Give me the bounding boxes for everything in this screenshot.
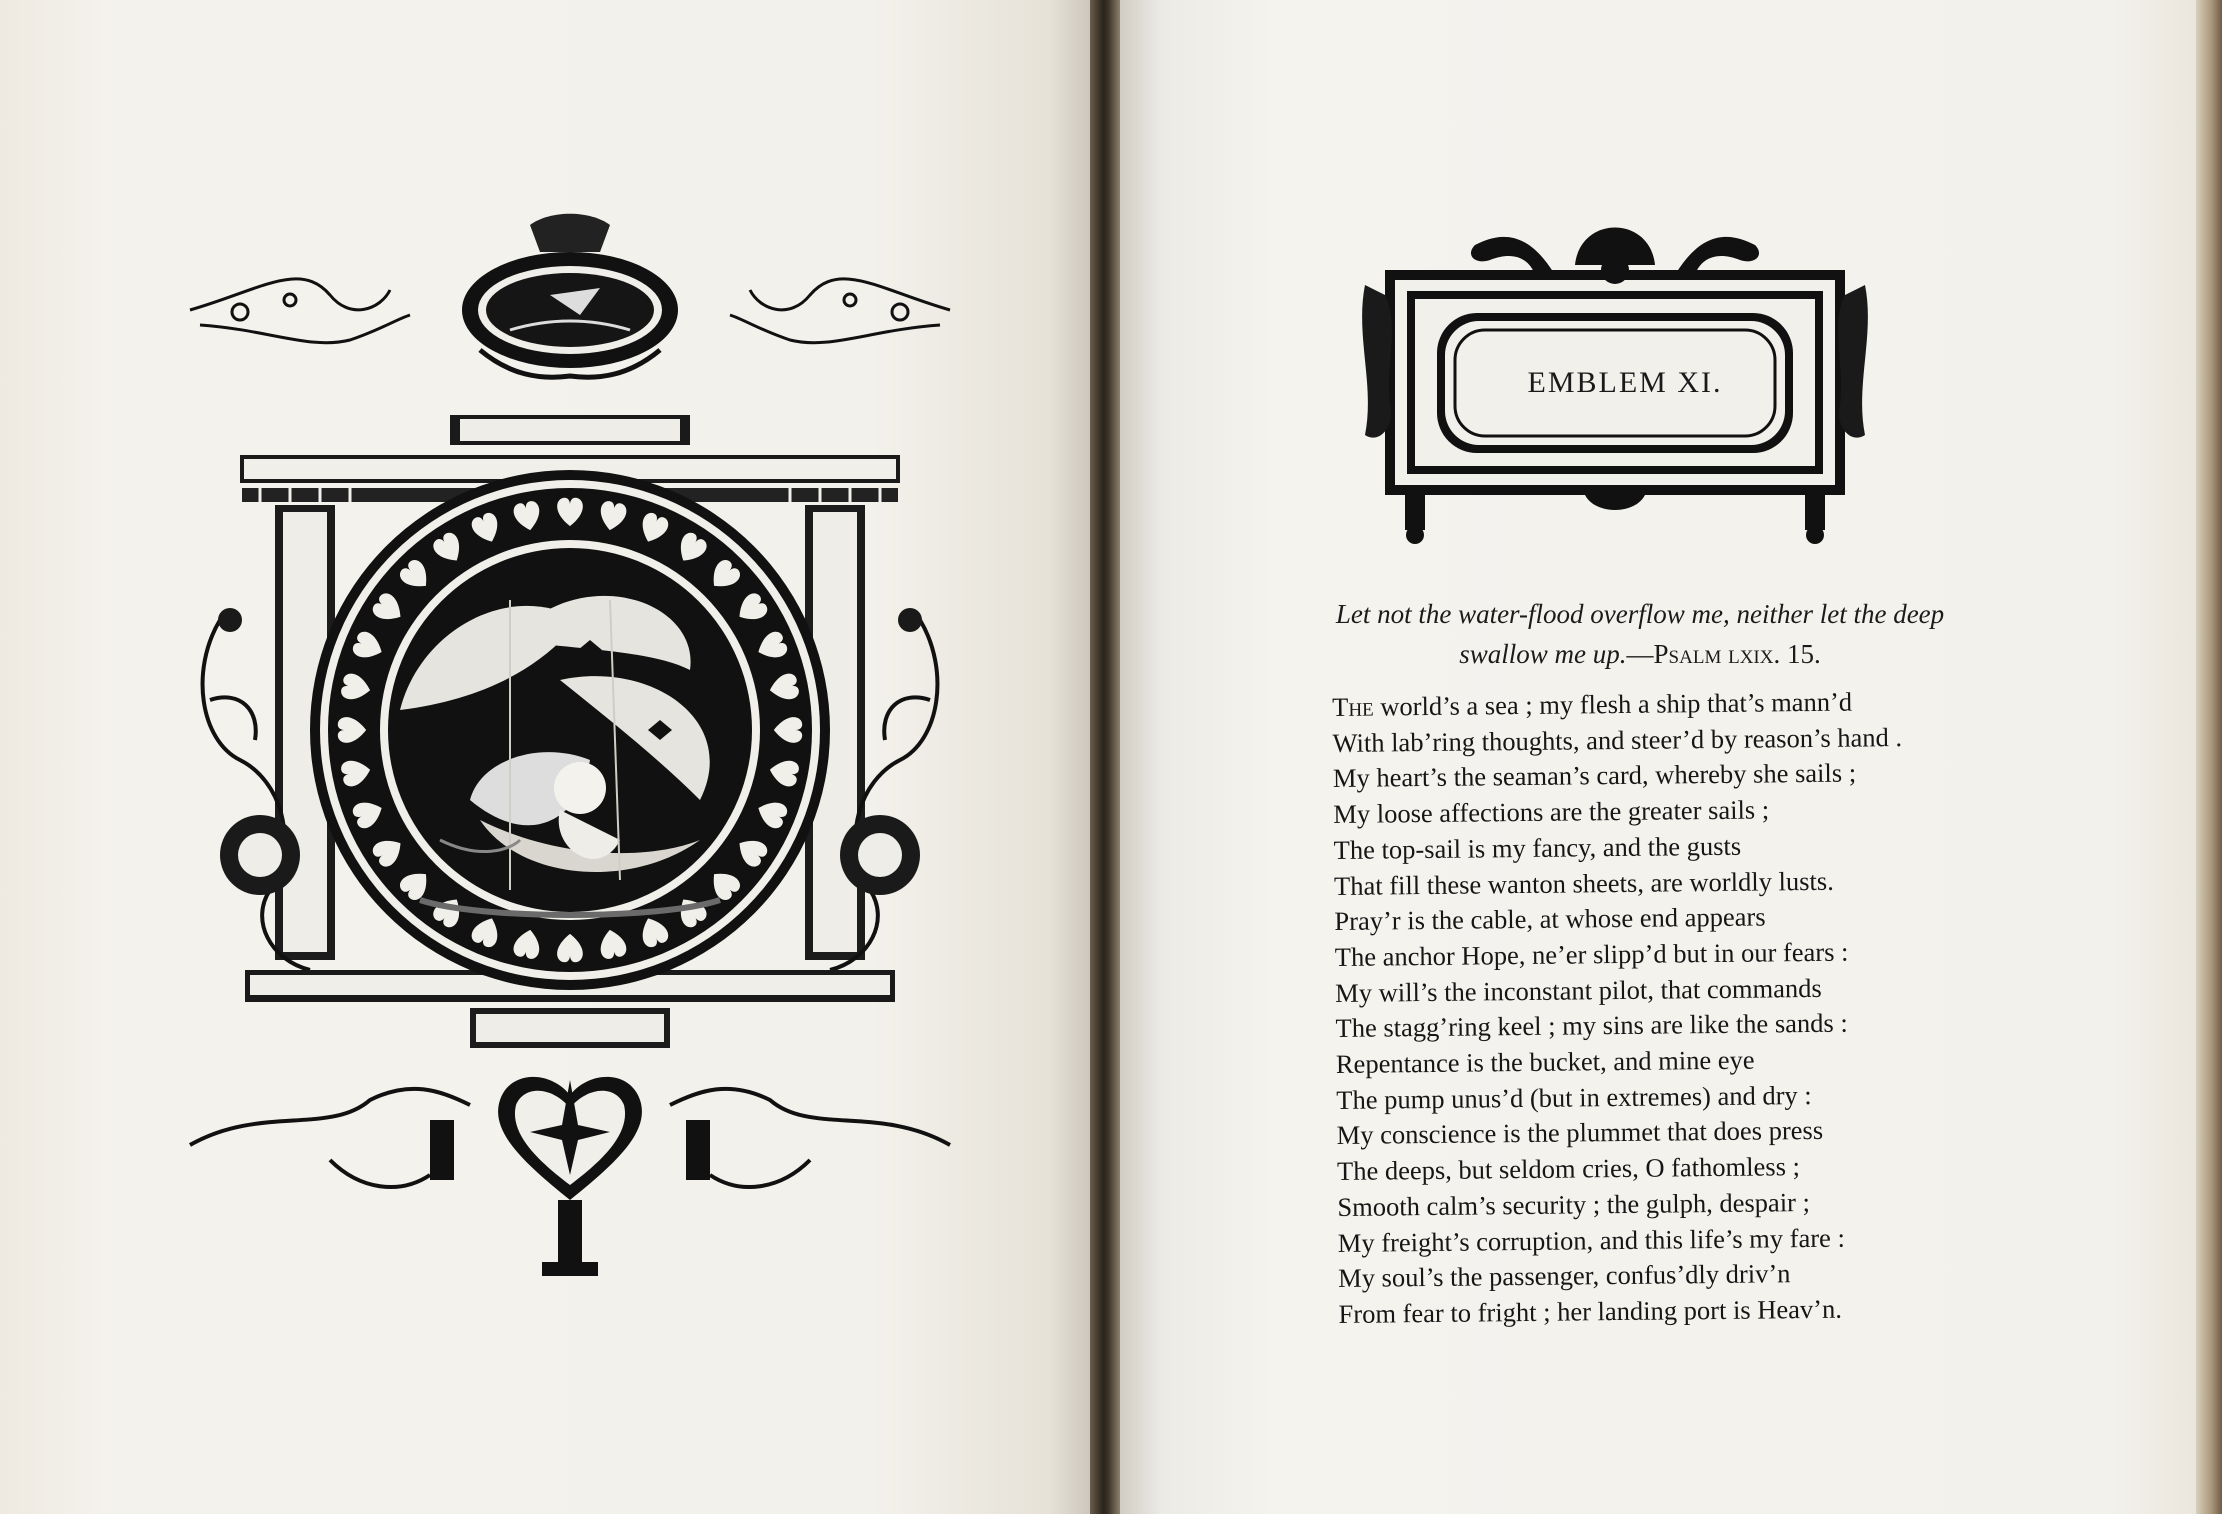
- poem-line: My heart’s the seaman’s card, whereby she sails ;: [1332, 757, 1857, 794]
- emblem-engraving: [180, 200, 960, 1290]
- epigraph-quote-end: swallow me up.: [1459, 639, 1627, 669]
- poem-first-word: The: [1332, 691, 1374, 722]
- poem-line: My freight’s corruption, and this life’s my fare :: [1337, 1222, 1845, 1258]
- poem-line: From fear to fright ; her landing port is Heav’n.: [1338, 1293, 1843, 1329]
- poem-line: That fill these wanton sheets, are worldly lusts.: [1333, 865, 1834, 901]
- poem-line: The deeps, but seldom cries, O fathomless ;: [1336, 1151, 1801, 1187]
- poem-line: My soul’s the passenger, confus’dly driv’n: [1338, 1258, 1791, 1294]
- poem-line: Smooth calm’s security ; the gulph, despair ;: [1337, 1186, 1811, 1222]
- book-gutter: [1090, 0, 1120, 1514]
- poem-line: Pray’r is the cable, at whose end appears: [1334, 901, 1766, 937]
- poem: [1332, 683, 2019, 1333]
- emblem-title: EMBLEM XI.: [1527, 366, 1723, 399]
- poem-line: The top-sail is my fancy, and the gusts: [1333, 830, 1742, 865]
- poem-line: The stagg’ring keel ; my sins are like the sands :: [1335, 1007, 1848, 1044]
- epigraph: [1290, 594, 1990, 674]
- page-edge: [2196, 0, 2222, 1514]
- poem-line: My conscience is the plummet that does press: [1336, 1115, 1824, 1151]
- poem-line: My will’s the inconstant pilot, that commands: [1335, 972, 1822, 1008]
- epigraph-dash: —: [1626, 639, 1654, 669]
- poem-line: With lab’ring thoughts, and steer’d by reason’s hand .: [1332, 721, 1903, 758]
- poem-line: The pump unus’d (but in extremes) and dry :: [1336, 1079, 1812, 1115]
- poem-line: My loose affections are the greater sails ;: [1333, 794, 1770, 830]
- poem-first-line-rest: world’s a sea ; my flesh a ship that’s mann’d: [1373, 686, 1853, 722]
- poem-line: Repentance is the bucket, and mine eye: [1335, 1044, 1755, 1080]
- poem-line: The anchor Hope, ne’er slipp’d but in our fears :: [1334, 936, 1849, 972]
- epigraph-line-2: [1290, 634, 1990, 674]
- epigraph-line-1: Let not the water-flood overflow me, neither let the deep: [1335, 599, 1945, 629]
- epigraph-source: Psalm lxix. 15.: [1653, 639, 1821, 669]
